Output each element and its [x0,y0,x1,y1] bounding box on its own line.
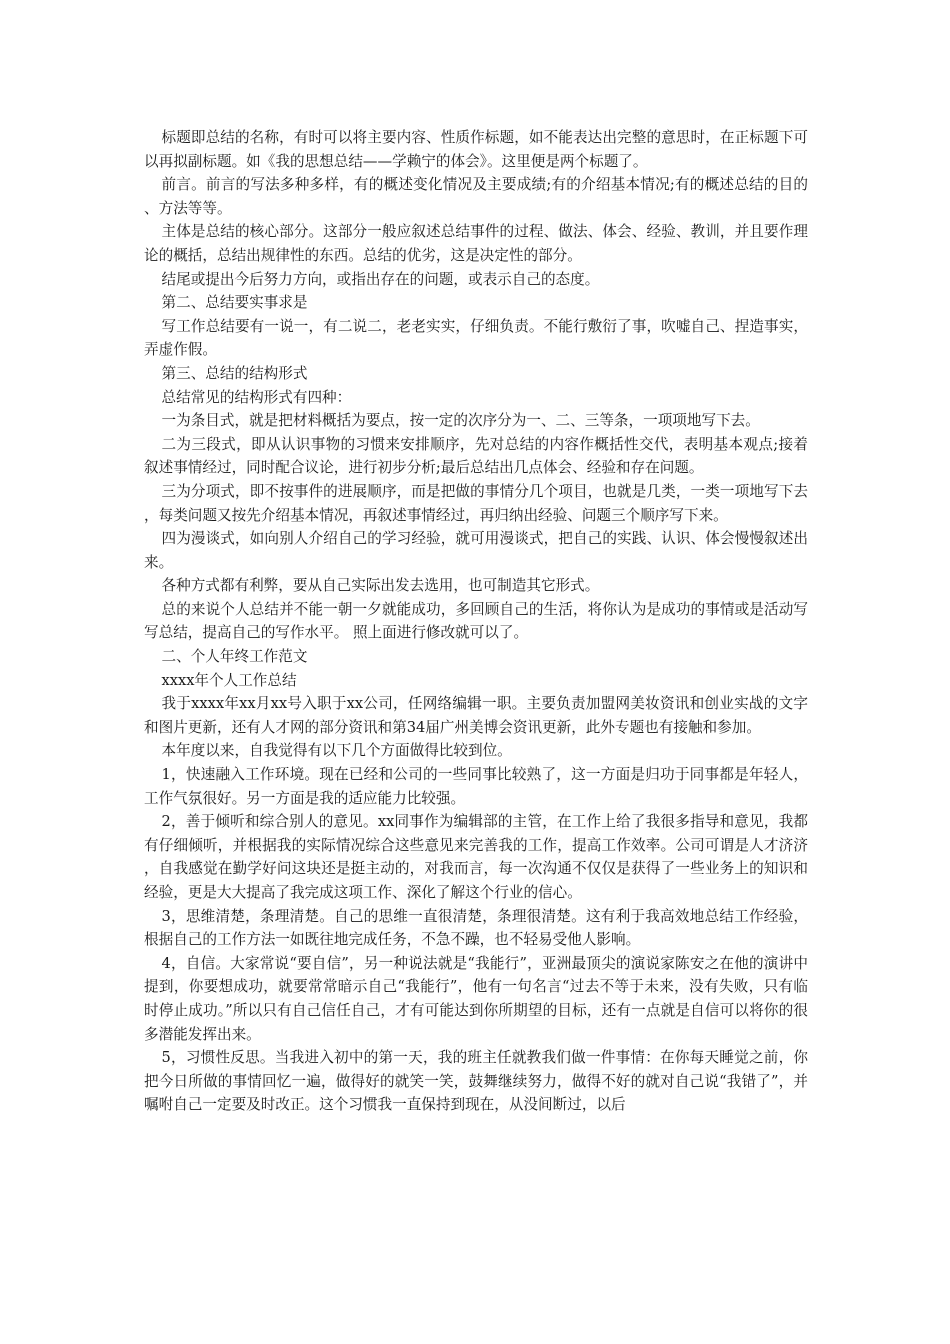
section-heading-year-end: 二、个人年终工作范文 [161,648,308,666]
report-title: xxxx年个人工作总结 [161,671,297,689]
paragraph-form-1: 一为条目式，就是把材料概括为要点，按一定的次序分为一、二、三等条，一项项地写下去。 [161,412,760,430]
paragraph-point-4: 4，自信。大家常说“要自信”，另一种说法就是“我能行”，亚洲最顶尖的演说家陈安之在他的演讲中提到，你要想成功，就要常常暗示自己“我能行”，他有一句名言“过去不等于未来，没有失败，只有临时停止成功。”所以只有自己信任自己，才有可能达到你所期望的目标，还有一点就是自信可以将你的很多潜能发挥出来。 [144,954,808,1043]
paragraph-form-2: 二为三段式，即从认识事物的习惯来安排顺序，先对总结的内容作概括性交代，表明基本观点;接着叙述事情经过，同时配合议论，进行初步分析;最后总结出几点体会、经验和存在问题。 [144,435,808,477]
paragraph-form-4: 四为漫谈式，如向别人介绍自己的学习经验，就可用漫谈式，把自己的实践、认识、体会慢慢叙述出来。 [144,530,808,571]
paragraph-ending: 结尾或提出今后努力方向，或指出存在的问题，或表示自己的态度。 [161,270,600,288]
paragraph-conclusion: 总的来说个人总结并不能一朝一夕就能成功，多回顾自己的生活，将你认为是成功的事情或是活动写写总结，提高自己的写作水平。 照上面进行修改就可以了。 [144,600,808,642]
paragraph-point-3: 3，思维清楚，条理清楚。自己的思维一直很清楚，条理很清楚。这有利于我高效地总结工作经验，根据自己的工作方法一如既往地完成任务，不急不躁，也不轻易受他人影响。 [144,907,808,949]
paragraph-four-forms: 总结常见的结构形式有四种： [161,388,352,406]
paragraph-form-3: 三为分项式，即不按事件的进展顺序，而是把做的事情分几个项目，也就是几类，一类一项地写下去，每类问题又按先介绍基本情况，再叙述事情经过，再归纳出经验、问题三个顺序写下来。 [144,482,808,524]
paragraph-intro-job: 我于xxxx年xx月xx号入职于xx公司，任网络编辑一职。主要负责加盟网美妆资讯和创业实战的文字和图片更新，还有人才网的部分资讯和第34届广州美博会资讯更新，此外专题也有接触和参加。 [144,695,808,736]
section-heading-3: 第三、总结的结构形式 [161,364,308,382]
document-body [144,126,808,1117]
paragraph-preface: 前言。前言的写法多种多样，有的概述变化情况及主要成绩;有的介绍基本情况;有的概述总结的目的、方法等等。 [144,176,808,217]
paragraph-main-body: 主体是总结的核心部分。这部分一般应叙述总结事件的过程、做法、体会、经验、教训，并且要作理论的概括，总结出规律性的东西。总结的优劣，这是决定性的部分。 [144,223,808,264]
section-heading-2: 第二、总结要实事求是 [161,294,308,312]
paragraph-point-2: 2，善于倾听和综合别人的意见。xx同事作为编辑部的主管，在工作上给了我很多指导和意见，我都有仔细倾听，并根据我的实际情况综合这些意见来完善我的工作，提高工作效率。公司可谓是人才济济，自我感觉在勤学好问这块还是挺主动的，对我而言，每一次沟通不仅仅是获得了一些业务上的知识和经验，更是大大提高了我完成这项工作、深化了解这个行业的信心。 [144,813,808,901]
paragraph-point-5: 5，习惯性反思。当我进入初中的第一天，我的班主任就教我们做一件事情：在你每天睡觉之前，你把今日所做的事情回忆一遍，做得好的就笑一笑，鼓舞继续努力，做得不好的就对自己说“我错了”，并嘱咐自己一定要及时改正。这个习惯我一直保持到现在，从没间断过，以后 [144,1049,808,1114]
paragraph-title-intro: 标题即总结的名称，有时可以将主要内容、性质作标题，如不能表达出完整的意思时，在正标题下可以再拟副标题。如《我的思想总结——学赖宁的体会》。这里便是两个标题了。 [144,129,808,170]
paragraph-pros-cons: 各种方式都有利弊，要从自己实际出发去选用，也可制造其它形式。 [161,577,600,595]
paragraph-factual: 写工作总结要有一说一，有二说二，老老实实，仔细负责。不能行敷衍了事，吹嘘自己、捏造事实，弄虚作假。 [144,317,808,359]
paragraph-year-summary: 本年度以来，自我觉得有以下几个方面做得比较到位。 [161,742,512,760]
paragraph-point-1: 1，快速融入工作环境。现在已经和公司的一些同事比较熟了，这一方面是归功于同事都是年轻人，工作气氛很好。另一方面是我的适应能力比较强。 [144,766,808,807]
